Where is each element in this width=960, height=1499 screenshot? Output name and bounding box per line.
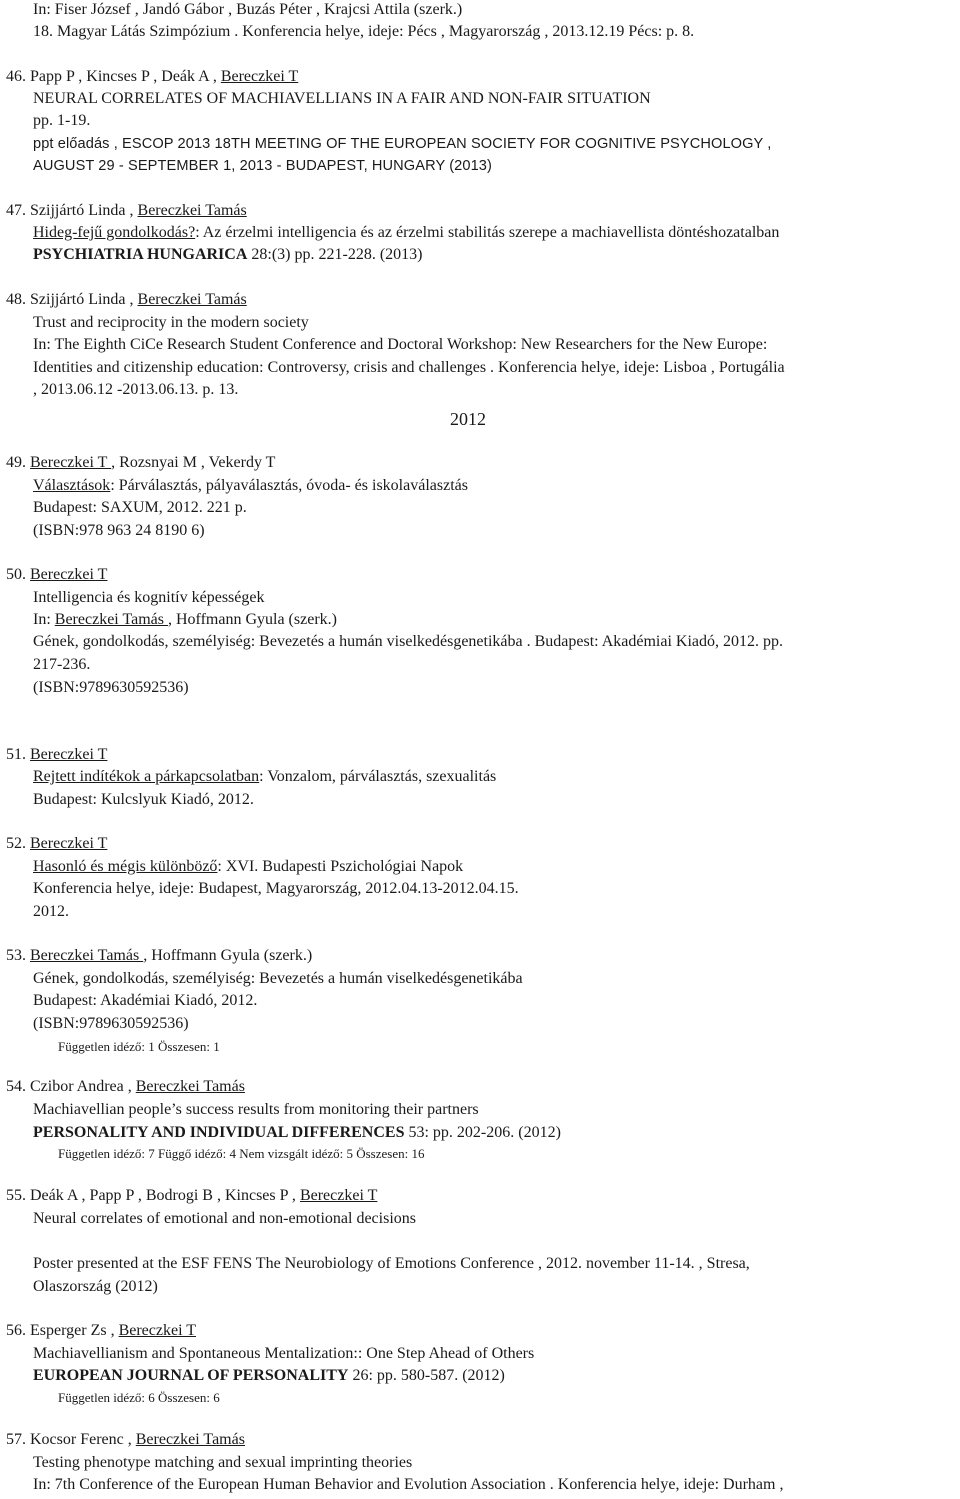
entry-authors: Papp P , Kincses P , Deák A , (30, 68, 221, 85)
entry-52-conference: Konferencia helye, ideje: Budapest, Magyarország, 2012.04.13-2012.04.15. (33, 880, 519, 897)
entry-54-title: Machiavellian people’s success results from monitoring their partners (33, 1101, 479, 1118)
author-link[interactable]: Bereczkei T (30, 454, 112, 471)
entry-authors: Szijjártó Linda , (30, 291, 138, 308)
editors-rest: , Hoffmann Gyula (szerk.) (167, 611, 337, 628)
entry-52-year: 2012. (33, 903, 69, 920)
entry-46-presentation-2: AUGUST 29 - SEPTEMBER 1, 2013 - BUDAPEST, HUNGARY (2013) (33, 158, 492, 174)
entry-authors: , Hoffmann Gyula (szerk.) (143, 947, 313, 964)
entry-47-journal (33, 246, 422, 264)
entry-50-isbn: (ISBN:9789630592536) (33, 679, 189, 696)
entry-authors: , Rozsnyai M , Vekerdy T (111, 454, 276, 471)
entry-number: 50. (6, 566, 26, 583)
entry-55-title: Neural correlates of emotional and non-emotional decisions (33, 1210, 416, 1227)
entry-number: 56. (6, 1322, 26, 1339)
entry-55-authors (6, 1187, 377, 1205)
entry-48-in-2: Identities and citizenship education: Controversy, crisis and challenges . Konferencia helye, ideje: Lisboa , Portugália (33, 359, 785, 376)
entry-46-presentation-1: ppt előadás , ESCOP 2013 18TH MEETING OF THE EUROPEAN SOCIETY FOR COGNITIVE PSYCHOLOGY , (33, 136, 772, 152)
entry-54-journal (33, 1124, 561, 1142)
entry-authors: Esperger Zs , (30, 1322, 119, 1339)
entry-48-in-3: , 2013.06.12 -2013.06.13. p. 13. (33, 381, 239, 398)
entry-number: 48. (6, 291, 26, 308)
entry-53-publisher: Budapest: Akadémiai Kiadó, 2012. (33, 992, 258, 1009)
entry-56-citations: Független idéző: 6 Összesen: 6 (58, 1390, 220, 1405)
entry-number: 49. (6, 454, 26, 471)
author-link[interactable]: Bereczkei Tamás (30, 947, 144, 964)
entry-46-pages: pp. 1-19. (33, 112, 91, 129)
entry-56-title: Machiavellianism and Spontaneous Mentalization:: One Step Ahead of Others (33, 1345, 535, 1362)
author-link[interactable]: Bereczkei T (30, 835, 108, 852)
entry-number: 47. (6, 202, 26, 219)
entry-50-book-2: 217-236. (33, 656, 91, 673)
entry-52-title (33, 858, 463, 876)
entry-50-title: Intelligencia és kognitív képességek (33, 589, 265, 606)
journal-name: EUROPEAN JOURNAL OF PERSONALITY (33, 1367, 349, 1384)
entry-57-title: Testing phenotype matching and sexual imprinting theories (33, 1454, 413, 1471)
entry-number: 54. (6, 1078, 26, 1095)
entry-48-title: Trust and reciprocity in the modern society (33, 314, 309, 331)
entry-46-title: NEURAL CORRELATES OF MACHIAVELLIANS IN A FAIR AND NON-FAIR SITUATION (33, 90, 651, 107)
title-rest: : XVI. Budapesti Pszichológiai Napok (217, 858, 464, 875)
author-link[interactable]: Bereczkei T (30, 746, 108, 763)
entry-number: 55. (6, 1187, 26, 1204)
entry-47-authors (6, 202, 247, 220)
entry-49-publisher: Budapest: SAXUM, 2012. 221 p. (33, 499, 247, 516)
entry-54-authors (6, 1078, 245, 1096)
journal-details: 28:(3) pp. 221-228. (2013) (247, 246, 423, 263)
author-link[interactable]: Bereczkei Tamás (135, 1431, 245, 1448)
title-link[interactable]: Rejtett indítékok a párkapcsolatban (33, 768, 260, 785)
entry-51-authors (6, 746, 107, 764)
entry-57-in: In: 7th Conference of the European Human Behavior and Evolution Association . Konferencia helye, ideje: Durham , (33, 1476, 784, 1493)
entry-50-in (33, 611, 337, 629)
entry-51-publisher: Budapest: Kulcslyuk Kiadó, 2012. (33, 791, 254, 808)
entry-46-authors (6, 68, 298, 86)
author-link[interactable]: Bereczkei Tamás (137, 202, 247, 219)
entry-authors: Czibor Andrea , (30, 1078, 136, 1095)
author-link[interactable]: Bereczkei T (118, 1322, 197, 1339)
author-link[interactable]: Bereczkei Tamás (137, 291, 247, 308)
entry-number: 53. (6, 947, 26, 964)
author-link[interactable]: Bereczkei T (299, 1187, 378, 1204)
title-rest: : Vonzalom, párválasztás, szexualitás (259, 768, 497, 785)
entry-48-in-1: In: The Eighth CiCe Research Student Conference and Doctoral Workshop: New Researchers for the New Europe: (33, 336, 768, 353)
entry-number: 52. (6, 835, 26, 852)
author-link[interactable]: Bereczkei T (220, 68, 299, 85)
title-link[interactable]: Választások (33, 477, 111, 494)
journal-details: 26: pp. 580-587. (2012) (348, 1367, 505, 1384)
journal-name: PERSONALITY AND INDIVIDUAL DIFFERENCES (33, 1124, 405, 1141)
intro-line-2: 18. Magyar Látás Szimpózium . Konferencia helye, ideje: Pécs , Magyarország , 2013.12.19 Pécs: p. 8. (33, 23, 695, 40)
author-link[interactable]: Bereczkei T (30, 566, 108, 583)
entry-53-authors (6, 947, 312, 965)
entry-53-citations: Független idéző: 1 Összesen: 1 (58, 1039, 220, 1054)
entry-number: 57. (6, 1431, 26, 1448)
entry-authors: Szijjártó Linda , (30, 202, 138, 219)
entry-51-title (33, 768, 496, 786)
entry-54-citations: Független idéző: 7 Függő idéző: 4 Nem vizsgált idéző: 5 Összesen: 16 (58, 1146, 425, 1161)
journal-name: PSYCHIATRIA HUNGARICA (33, 246, 248, 263)
editor-link[interactable]: Bereczkei Tamás (54, 611, 168, 628)
title-rest: : Párválasztás, pályaválasztás, óvoda- és iskolaválasztás (110, 477, 468, 494)
entry-53-title: Gének, gondolkodás, személyiség: Bevezetés a humán viselkedésgenetikába (33, 970, 523, 987)
entry-47-title (33, 224, 779, 242)
entry-48-authors (6, 291, 247, 309)
entry-53-isbn: (ISBN:9789630592536) (33, 1015, 189, 1032)
title-rest: : Az érzelmi intelligencia és az érzelmi stabilitás szerepe a machiavellista döntéshozatalban (195, 224, 780, 241)
entry-55-poster-2: Olaszország (2012) (33, 1278, 158, 1295)
entry-56-authors (6, 1322, 196, 1340)
entry-number: 51. (6, 746, 26, 763)
entry-50-authors (6, 566, 107, 584)
entry-56-journal (33, 1367, 505, 1385)
entry-49-title (33, 477, 468, 495)
entry-number: 46. (6, 68, 26, 85)
entry-52-authors (6, 835, 107, 853)
title-link[interactable]: Hideg-fejű gondolkodás? (33, 224, 196, 241)
in-prefix: In: (33, 611, 55, 628)
journal-details: 53: pp. 202-206. (2012) (404, 1124, 561, 1141)
entry-57-authors (6, 1431, 245, 1449)
entry-49-isbn: (ISBN:978 963 24 8190 6) (33, 522, 205, 539)
entry-50-book-1: Gének, gondolkodás, személyiség: Bevezetés a humán viselkedésgenetikába . Budapest: Akadémiai Kiadó, 2012. pp. (33, 633, 784, 650)
author-link[interactable]: Bereczkei Tamás (135, 1078, 245, 1095)
entry-55-poster-1: Poster presented at the ESF FENS The Neurobiology of Emotions Conference , 2012. november 11-14. , Stresa, (33, 1255, 750, 1272)
intro-line-1: In: Fiser József , Jandó Gábor , Buzás Péter , Krajcsi Attila (szerk.) (33, 1, 463, 18)
year-heading: 2012 (450, 409, 486, 429)
title-link[interactable]: Hasonló és mégis különböző (33, 858, 218, 875)
entry-authors: Kocsor Ferenc , (30, 1431, 136, 1448)
entry-authors: Deák A , Papp P , Bodrogi B , Kincses P , (30, 1187, 300, 1204)
entry-49-authors (6, 454, 275, 472)
